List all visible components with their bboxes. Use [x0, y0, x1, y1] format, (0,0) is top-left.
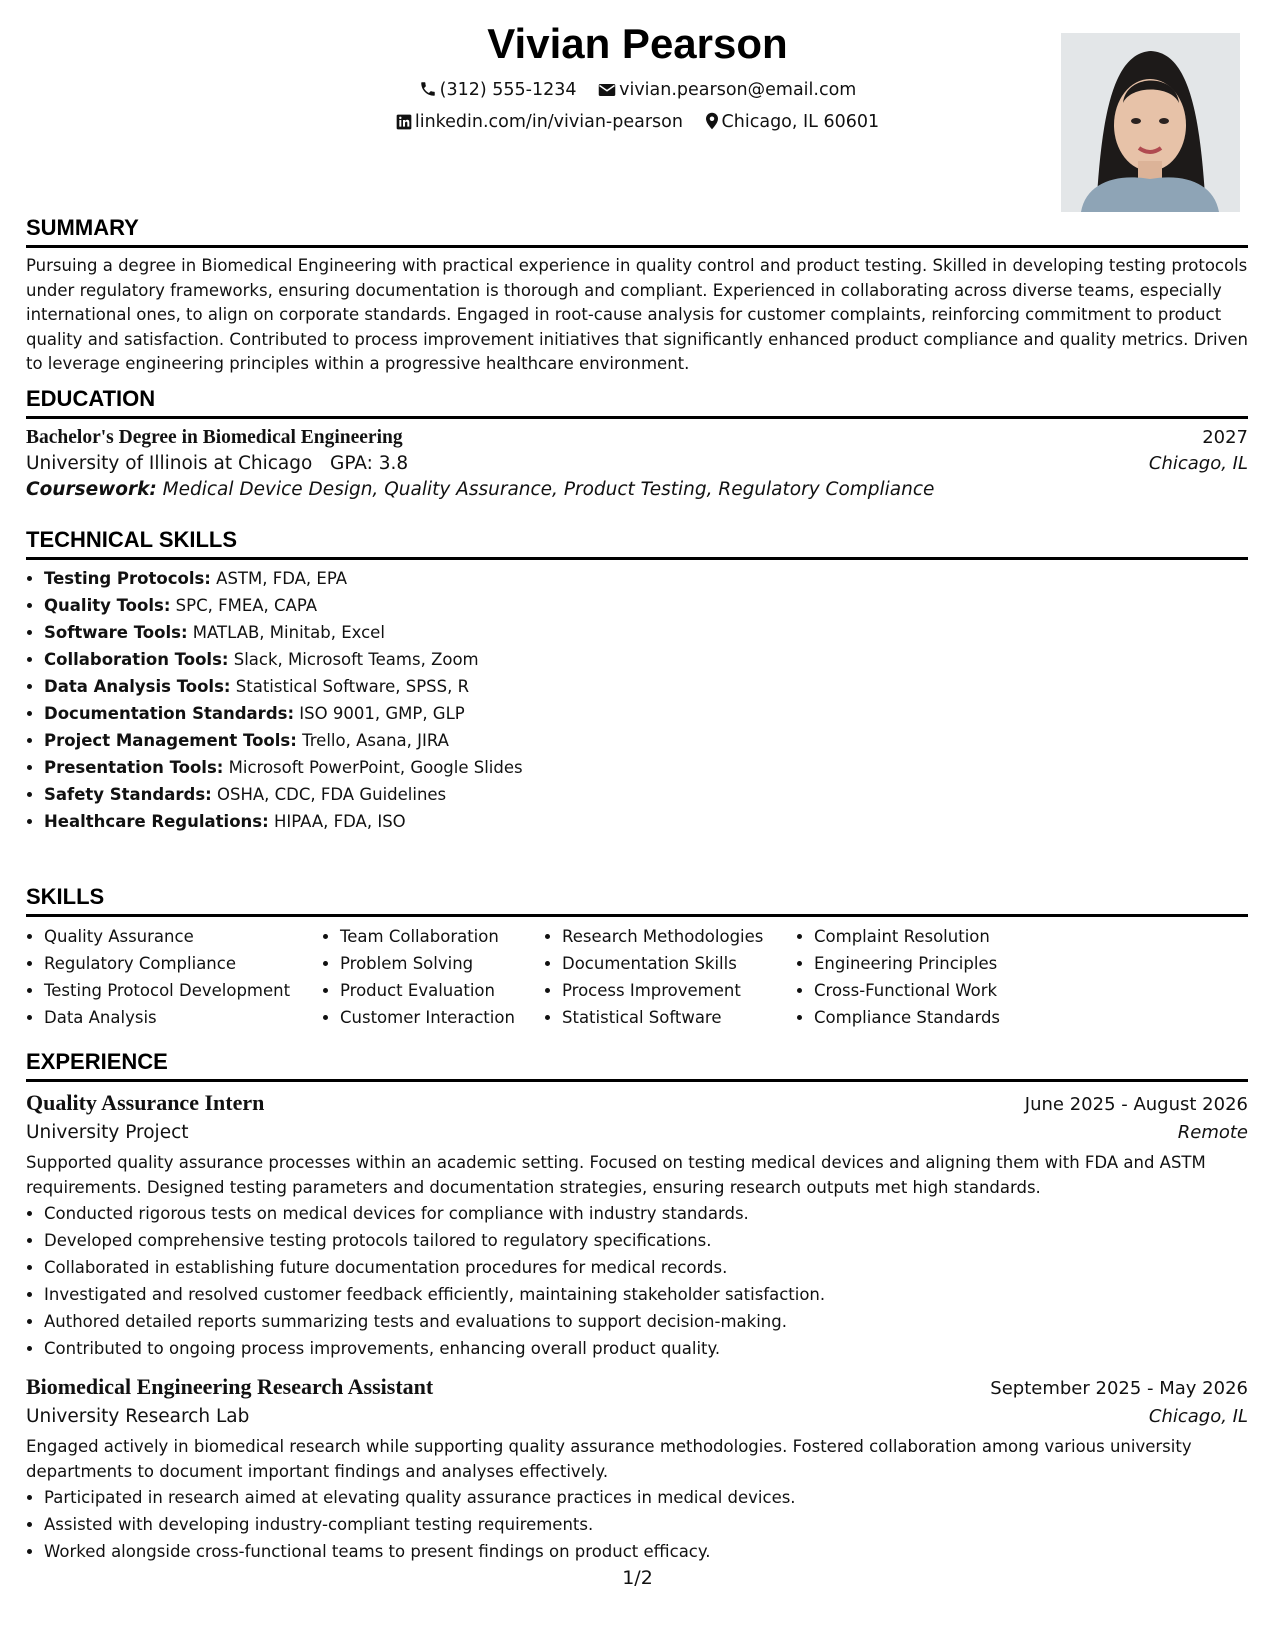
education-heading: EDUCATION	[26, 386, 1248, 419]
experience-heading: EXPERIENCE	[26, 1049, 1248, 1082]
envelope-icon	[598, 82, 616, 98]
job-title: Biomedical Engineering Research Assistant	[26, 1374, 434, 1399]
graduation-year: 2027	[1202, 427, 1248, 448]
portrait-image	[1061, 33, 1240, 212]
tech-skill-value: Statistical Software, SPSS, R	[235, 677, 470, 696]
school-location: Chicago, IL	[1148, 453, 1248, 474]
technical-skills-heading: TECHNICAL SKILLS	[26, 527, 1248, 560]
skill-item: • Customer Interaction	[340, 1004, 544, 1031]
tech-skill-label: Safety Standards:	[44, 785, 212, 804]
job-title-row	[26, 1090, 1248, 1116]
job-bullet: • Assisted with developing industry-compliant testing requirements.	[44, 1511, 1248, 1538]
education-degree-row	[26, 427, 1248, 449]
phone-text: (312) 555-1234	[439, 80, 577, 100]
job-location: Chicago, IL	[1148, 1406, 1248, 1427]
tech-skill-label: Project Management Tools:	[44, 731, 297, 750]
coursework-line	[26, 479, 1248, 500]
school-line	[26, 453, 408, 474]
tech-skill-label: Documentation Standards:	[44, 704, 295, 723]
coursework-list: Medical Device Design, Quality Assurance, Product Testing, Regulatory Compliance	[162, 479, 935, 500]
job-title: Quality Assurance Intern	[26, 1090, 265, 1115]
job-entry	[26, 1090, 1248, 1362]
email-text: vivian.pearson@email.com	[619, 80, 857, 100]
skills-grid	[26, 923, 1248, 1031]
degree-name: Bachelor's Degree in Biomedical Engineering	[26, 427, 403, 448]
tech-skill-item	[44, 754, 1248, 781]
linkedin-contact[interactable]	[396, 112, 683, 132]
location-text: Chicago, IL 60601	[721, 112, 880, 132]
tech-skill-value: SPC, FMEA, CAPA	[175, 596, 318, 615]
skill-item: • Research Methodologies	[562, 923, 796, 950]
school-name: University of Illinois at Chicago	[26, 453, 313, 474]
job-dates: June 2025 - August 2026	[1024, 1094, 1248, 1115]
skills-column	[544, 923, 796, 1031]
tech-skill-label: Data Analysis Tools:	[44, 677, 231, 696]
job-bullet: • Contributed to ongoing process improvements, enhancing overall product quality.	[44, 1335, 1248, 1362]
skills-heading: SKILLS	[26, 884, 1248, 917]
education-school-row	[26, 453, 1248, 474]
tech-skill-value: Microsoft PowerPoint, Google Slides	[228, 758, 523, 777]
job-bullets	[26, 1200, 1248, 1362]
profile-photo	[1061, 33, 1240, 212]
job-description: Supported quality assurance processes within an academic setting. Focused on testing medical devices and aligning them with FDA and ASTM requirements. Designed testing parameters and documentation strategies, ensuring research outputs met high standards.	[26, 1153, 1206, 1197]
job-dates: September 2025 - May 2026	[990, 1378, 1248, 1399]
skill-item: • Statistical Software	[562, 1004, 796, 1031]
tech-skill-item	[44, 619, 1248, 646]
tech-skill-label: Quality Tools:	[44, 596, 171, 615]
skill-item: • Quality Assurance	[44, 923, 322, 950]
linkedin-icon	[396, 114, 412, 130]
skill-item: • Product Evaluation	[340, 977, 544, 1004]
tech-skill-item	[44, 808, 1248, 835]
job-organization: University Project	[26, 1122, 189, 1143]
phone-contact	[419, 80, 577, 100]
skill-item: • Compliance Standards	[814, 1004, 1036, 1031]
tech-skill-value: ASTM, FDA, EPA	[216, 569, 348, 588]
job-entry	[26, 1374, 1248, 1565]
job-org-row	[26, 1406, 1248, 1427]
skills-column	[322, 923, 544, 1031]
skill-item: • Documentation Skills	[562, 950, 796, 977]
location-contact	[705, 112, 880, 132]
tech-skill-item	[44, 781, 1248, 808]
summary-section	[26, 215, 1248, 377]
job-location: Remote	[1177, 1122, 1248, 1143]
skill-item: • Complaint Resolution	[814, 923, 1036, 950]
job-org-row	[26, 1122, 1248, 1143]
skill-item: • Engineering Principles	[814, 950, 1036, 977]
technical-skills-section	[26, 527, 1248, 835]
page-number: 1/2	[622, 1567, 653, 1589]
tech-skill-label: Healthcare Regulations:	[44, 812, 269, 831]
technical-skills-list	[26, 565, 1248, 835]
job-bullet: • Investigated and resolved customer feedback efficiently, maintaining stakeholder satisfaction.	[44, 1281, 1248, 1308]
candidate-name: Vivian Pearson	[487, 20, 788, 67]
phone-icon	[419, 80, 437, 98]
skill-item: • Problem Solving	[340, 950, 544, 977]
summary-heading: SUMMARY	[26, 215, 1248, 248]
map-pin-icon	[705, 112, 719, 130]
tech-skill-label: Collaboration Tools:	[44, 650, 229, 669]
tech-skill-value: OSHA, CDC, FDA Guidelines	[217, 785, 447, 804]
tech-skill-label: Testing Protocols:	[44, 569, 211, 588]
tech-skill-item	[44, 592, 1248, 619]
tech-skill-item	[44, 700, 1248, 727]
summary-text: Pursuing a degree in Biomedical Engineering with practical experience in quality control and product testing. Skilled in developing testing protocols under regulatory frameworks, ensuring documentation is thorough and compliant. Experienced in collaborating across diverse teams, especially international ones, to align on corporate standards. Engaged in root-cause analysis for customer complaints, reinforcing commitment to product quality and satisfaction. Contributed to process improvement initiatives that significantly enhanced product compliance and quality metrics. Driven to leverage engineering principles within a progressive healthcare environment.	[26, 256, 1249, 373]
skill-item: • Team Collaboration	[340, 923, 544, 950]
job-bullets	[26, 1484, 1248, 1565]
job-bullet: • Collaborated in establishing future documentation procedures for medical records.	[44, 1254, 1248, 1281]
job-bullet: • Conducted rigorous tests on medical devices for compliance with industry standards.	[44, 1200, 1248, 1227]
job-bullet: • Developed comprehensive testing protocols tailored to regulatory specifications.	[44, 1227, 1248, 1254]
tech-skill-value: HIPAA, FDA, ISO	[273, 812, 406, 831]
tech-skill-item	[44, 646, 1248, 673]
job-bullet: • Worked alongside cross-functional teams to present findings on product efficacy.	[44, 1538, 1248, 1565]
coursework-label: Coursework:	[26, 479, 157, 500]
email-contact[interactable]	[598, 80, 856, 100]
tech-skill-value: MATLAB, Minitab, Excel	[192, 623, 385, 642]
job-organization: University Research Lab	[26, 1406, 250, 1427]
linkedin-text: linkedin.com/in/vivian-pearson	[414, 112, 683, 132]
tech-skill-value: Trello, Asana, JIRA	[302, 731, 449, 750]
experience-section	[26, 1049, 1248, 1565]
skill-item: • Process Improvement	[562, 977, 796, 1004]
job-title-row	[26, 1374, 1248, 1400]
skill-item: • Regulatory Compliance	[44, 950, 322, 977]
gpa: GPA: 3.8	[329, 453, 409, 474]
skills-column	[796, 923, 1036, 1031]
job-description: Engaged actively in biomedical research while supporting quality assurance methodologies. Fostered collaboration among various university departments to document important findings and analyses effectively.	[26, 1437, 1192, 1481]
job-bullet: • Participated in research aimed at elevating quality assurance practices in medical devices.	[44, 1484, 1248, 1511]
tech-skill-value: Slack, Microsoft Teams, Zoom	[233, 650, 479, 669]
tech-skill-label: Presentation Tools:	[44, 758, 224, 777]
tech-skill-value: ISO 9001, GMP, GLP	[299, 704, 465, 723]
tech-skill-item	[44, 565, 1248, 592]
skill-item: • Testing Protocol Development	[44, 977, 322, 1004]
tech-skill-label: Software Tools:	[44, 623, 188, 642]
education-section	[26, 386, 1248, 500]
skill-item: • Cross-Functional Work	[814, 977, 1036, 1004]
skills-column	[26, 923, 322, 1031]
job-bullet: • Authored detailed reports summarizing tests and evaluations to support decision-making.	[44, 1308, 1248, 1335]
tech-skill-item	[44, 727, 1248, 754]
skills-section	[26, 884, 1248, 1031]
tech-skill-item	[44, 673, 1248, 700]
skill-item: • Data Analysis	[44, 1004, 322, 1031]
